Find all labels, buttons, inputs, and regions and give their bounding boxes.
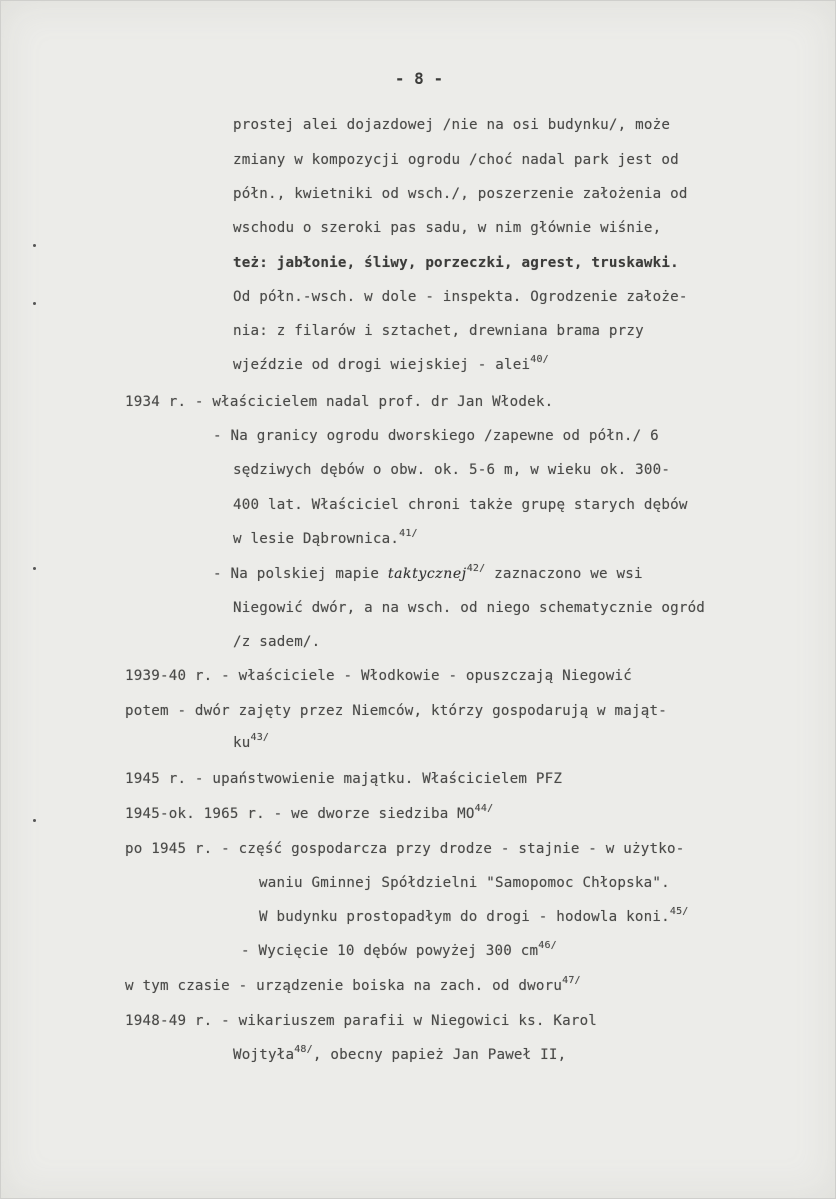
footnote-ref: 44/ [474,803,494,814]
text-line: /z sadem/. [233,634,321,650]
footnote-ref: 45/ [669,906,689,917]
text-line: zmiany w kompozycji ogrodu /choć nadal park jest od [233,152,679,168]
handwritten-word: taktycznej [387,566,467,582]
text-line: w lesie Dąbrownica.$^{41/}$ [233,528,418,547]
text-line: $ku^{43/}$ [233,732,270,751]
footnote-ref: 40/ [530,354,549,365]
text-line: waniu Gminnej Spółdzielni "Samopomoc Chłopska". [259,875,670,891]
scan-speck [33,302,36,305]
text-line: Od półn.-wsch. w dole - inspekta. Ogrodzenie założe- [233,289,688,305]
text-line: - Na polskiej mapie taktycznej$^{42/}$ zaznaczono we wsi [213,563,643,582]
text-line: prostej alei dojazdowej /nie na osi budynku/, może [233,117,671,133]
text-line: 1939-40 r. - właściciele - Włodkowie - opuszczają Niegowić [125,668,633,684]
text-line: w tym czasie - urządzenie boiska na zach. od dworu$^{47/}$ [125,975,581,994]
text-line: - Wycięcie 10 dębów powyżej 300 $cm^{46/}$ [241,940,557,959]
text-line: 1934 r. - właścicielem nadal prof. dr Jan Włodek. [125,394,554,410]
text-line: nia: z filarów i sztachet, drewniana brama przy [233,323,644,339]
text-line: W budynku prostopadłym do drogi - hodowla koni.$^{45/}$ [259,906,689,925]
footnote-ref: 42/ [466,563,486,574]
text-line: też: jabłonie, śliwy, porzeczki, agrest, truskawki. [233,255,679,271]
scan-speck [33,819,36,822]
text-line: sędziwych dębów o obw. ok. 5-6 m, w wieku ok. 300- [233,462,671,478]
text-line: wschodu o szeroki pas sadu, w nim głównie wiśnie, [233,220,662,236]
page-number: - 8 - [394,69,444,88]
text-line: wjeździe od drogi wiejskiej - alei$^{40/}$ [233,354,549,373]
footnote-ref: 47/ [562,975,581,986]
text-line: 1945-ok. 1965 r. - we dworze siedziba $MO^{44/}$ [125,803,494,822]
scan-speck [33,567,36,570]
footnote-ref: 48/ [294,1044,313,1055]
text-line: 1948-49 r. - wikariuszem parafii w Niegowici ks. Karol [125,1013,598,1029]
text-line: po 1945 r. - część gospodarcza przy drodze - stajnie - w użytko- [125,841,685,857]
text-line: półn., kwietniki od wsch./, poszerzenie założenia od [233,186,688,202]
text-line: - Na granicy ogrodu dworskiego /zapewne od półn./ 6 [213,428,659,444]
text-line: potem - dwór zajęty przez Niemców, którzy gospodarują w mająt- [125,703,667,719]
text-line: 400 lat. Właściciel chroni także grupę starych dębów [233,497,688,513]
scan-speck [33,244,36,247]
text-line: Wojtyła$^{48/}$, obecny papież Jan Paweł II, [233,1044,567,1063]
footnote-ref: 46/ [538,940,557,951]
text-line: 1945 r. - upaństwowienie majątku. Właścicielem PFZ [125,771,563,787]
footnote-ref: 41/ [399,528,418,539]
text-line: Niegowić dwór, a na wsch. od niego schematycznie ogród [233,600,706,616]
footnote-ref: 43/ [250,732,270,743]
